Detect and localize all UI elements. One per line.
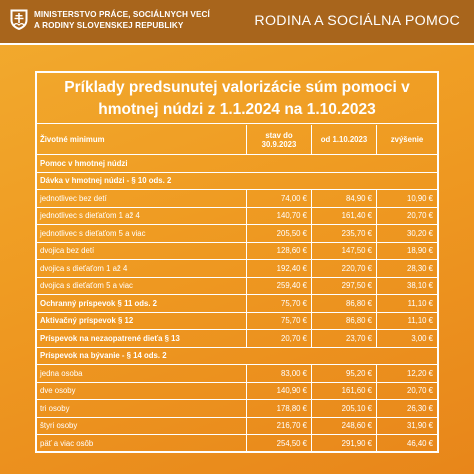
value-new: 95,20 €: [312, 365, 377, 382]
row-label: jednotlivec bez detí: [37, 190, 247, 207]
value-old: 74,00 €: [247, 190, 312, 207]
table-row: [37, 225, 437, 243]
valorization-card: [35, 71, 439, 453]
table-row: [37, 330, 437, 348]
section-label: Príspevok na bývanie - § 14 ods. 2: [40, 351, 167, 361]
value-increase: 3,00 €: [411, 333, 433, 343]
table-header-row: [37, 125, 437, 155]
value-new: 147,50 €: [312, 243, 377, 260]
table-row: [37, 208, 437, 226]
table-row: [37, 278, 437, 296]
card-title: [37, 77, 437, 121]
value-new: 86,80 €: [312, 295, 377, 312]
row-label: dvojica s dieťaťom 1 až 4: [37, 260, 247, 277]
table-row: [37, 313, 437, 331]
value-increase: 10,90 €: [406, 193, 433, 203]
table-section-row: [37, 173, 437, 191]
column-header-minimum: Životné minimum: [37, 125, 247, 154]
value-increase: 26,30 €: [406, 403, 433, 413]
value-old: 75,70 €: [247, 295, 312, 312]
table-row: [37, 260, 437, 278]
value-old: 83,00 €: [247, 365, 312, 382]
value-increase: 20,70 €: [406, 211, 433, 221]
value-old: 140,70 €: [247, 208, 312, 225]
value-new: 161,40 €: [312, 208, 377, 225]
row-label: dvojica bez detí: [37, 243, 247, 260]
value-old: 178,80 €: [247, 400, 312, 417]
card-title-line-2: hmotnej núdzi z 1.1.2024 na 1.10.2023: [98, 101, 376, 118]
value-old: 140,90 €: [247, 383, 312, 400]
table-body: [37, 155, 437, 453]
row-label: dvojica s dieťaťom 5 a viac: [37, 278, 247, 295]
value-increase: 11,10 €: [407, 316, 433, 326]
value-old: 75,70 €: [247, 313, 312, 330]
value-increase: 18,90 €: [406, 246, 433, 256]
table-row: [37, 295, 437, 313]
value-new: 205,10 €: [312, 400, 377, 417]
value-increase: 31,90 €: [406, 421, 433, 431]
table-row: [37, 365, 437, 383]
brand-title: RODINA A SOCIÁLNA POMOC: [254, 13, 460, 29]
row-label: Ochranný príspevok § 11 ods. 2: [37, 295, 247, 312]
column-header-new: od 1.10.2023: [312, 125, 377, 154]
value-old: 205,50 €: [247, 225, 312, 242]
title-divider: [37, 123, 437, 124]
value-new: 161,60 €: [312, 383, 377, 400]
column-header-old: stav do 30.9.2023: [247, 125, 312, 154]
table-row: [37, 418, 437, 436]
value-new: 220,70 €: [312, 260, 377, 277]
value-new: 297,50 €: [312, 278, 377, 295]
value-increase: 30,20 €: [406, 228, 433, 238]
table-row: [37, 383, 437, 401]
row-label: jednotlivec s dieťaťom 5 a viac: [37, 225, 247, 242]
section-label: Dávka v hmotnej núdzi - § 10 ods. 2: [40, 176, 172, 186]
value-old: 254,50 €: [247, 435, 312, 452]
header-bar: [0, 0, 474, 45]
ministry-name: MINISTERSTVO PRÁCE, SOCIÁLNYCH VECÍ A RODINY SLOVENSKEJ REPUBLIKY: [34, 10, 210, 30]
value-new: 84,90 €: [312, 190, 377, 207]
value-increase: 11,10 €: [407, 298, 433, 308]
row-label: štyri osoby: [37, 418, 247, 435]
row-label: päť a viac osôb: [37, 435, 247, 452]
value-old: 259,40 €: [247, 278, 312, 295]
value-increase: 12,20 €: [406, 368, 433, 378]
slovak-coat-of-arms-icon: [10, 9, 28, 30]
table-row: [37, 435, 437, 453]
row-label: Aktivačný príspevok § 12: [37, 313, 247, 330]
table-row: [37, 243, 437, 261]
value-old: 216,70 €: [247, 418, 312, 435]
valorization-table: [37, 125, 437, 453]
value-increase: 38,10 €: [406, 281, 433, 291]
row-label: dve osoby: [37, 383, 247, 400]
value-old: 192,40 €: [247, 260, 312, 277]
value-increase: 28,30 €: [406, 263, 433, 273]
value-new: 291,90 €: [312, 435, 377, 452]
value-new: 86,80 €: [312, 313, 377, 330]
table-section-row: [37, 155, 437, 173]
section-label: Pomoc v hmotnej núdzi: [40, 158, 128, 168]
value-old: 20,70 €: [247, 330, 312, 347]
row-label: Príspevok na nezaopatrené dieťa § 13: [37, 330, 247, 347]
value-increase: 20,70 €: [406, 386, 433, 396]
table-section-row: [37, 348, 437, 366]
value-new: 248,60 €: [312, 418, 377, 435]
row-label: jednotlivec s dieťaťom 1 až 4: [37, 208, 247, 225]
value-new: 23,70 €: [312, 330, 377, 347]
row-label: jedna osoba: [37, 365, 247, 382]
card-title-line-1: Príklady predsunutej valorizácie súm pomoci v: [64, 79, 410, 96]
table-row: [37, 400, 437, 418]
value-new: 235,70 €: [312, 225, 377, 242]
value-increase: 46,40 €: [406, 438, 433, 448]
table-row: [37, 190, 437, 208]
value-old: 128,60 €: [247, 243, 312, 260]
column-header-increase: zvýšenie: [390, 135, 424, 144]
row-label: tri osoby: [37, 400, 247, 417]
